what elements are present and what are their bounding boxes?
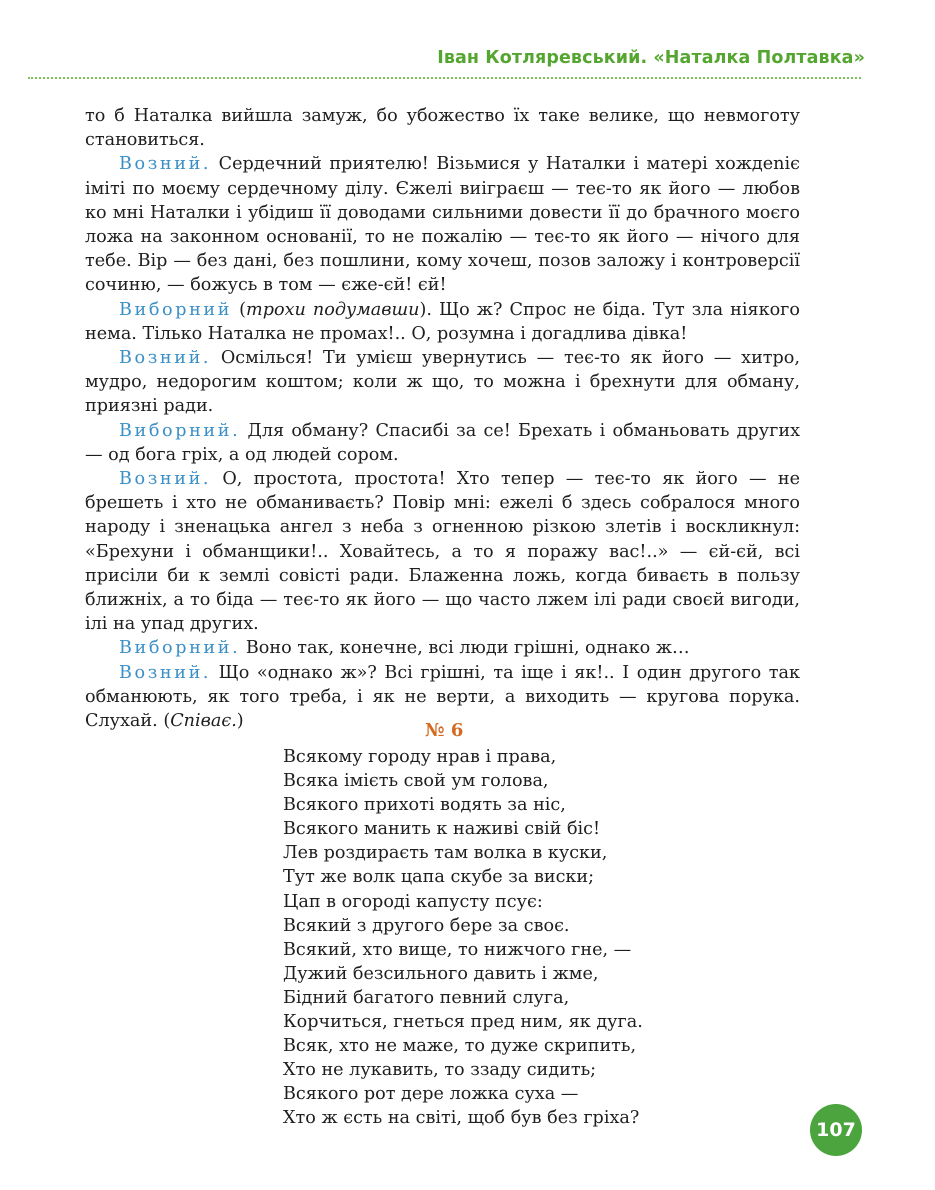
line-vybornyi-2 (85, 419, 800, 467)
speaker-vozny: Возний. (119, 348, 212, 369)
page-number-badge (810, 1104, 862, 1156)
verse-line: Всякого прихоті водять за ніс, (283, 795, 566, 816)
speaker-vybornyi: Виборний. (119, 638, 241, 659)
speaker-vybornyi: Виборний (119, 299, 233, 320)
line-vozny-3 (85, 467, 800, 636)
line-vybornyi-3 (85, 636, 800, 660)
verse-line: Всякого манить к наживі свій біс! (283, 819, 601, 840)
speech-text: ). Що ж? Спрос не біда. Тут зла ніякого нема. Тілько Наталка не промах!.. О, розумна і догадлива дівка! (85, 299, 800, 344)
verse-line: Бідний багатого певний слуга, (283, 987, 570, 1008)
speech-text: Для обману? Спасибі за се! Брехать і обманьовать других — од бога гріх, а од людей сором. (85, 420, 800, 465)
paragraph-continuation: то б Наталка вийшла замуж, бо убожество їх таке велике, що невмоготу становиться. (85, 106, 800, 151)
page-number: 107 (816, 1119, 856, 1141)
speech-text: Що «однако ж»? Всі грішні, та іще і як!.. І один другого так обманюють, як того треба, і як не верти, а виходить — кругова порука. Слухай. ( (85, 662, 800, 732)
stage-direction: Співає. (170, 711, 237, 732)
header-dotted-rule (28, 77, 861, 79)
verse-line: Всякий, хто вище, то нижчого гне, — (283, 939, 632, 960)
speech-text: ( (232, 299, 247, 320)
speech-text: Воно так, конечне, всі люди грішні, однако ж… (240, 638, 690, 659)
verse-line: Лев роздираєть там волка в куски, (283, 843, 608, 864)
play-text (85, 104, 800, 733)
speech-text: Осмілься! Ти умієш увернутись — теє-то як його — хитро, мудро, недорогим коштом; коли ж що, то можна і брехнути для обману, приязні ради. (85, 348, 800, 417)
verse-line: Корчиться, гнеться пред ним, як дуга. (283, 1012, 643, 1033)
speaker-vozny: Возний. (119, 662, 212, 683)
verse-line: Хто не лукавить, то ззаду сидить; (283, 1060, 597, 1081)
verse-line: Всякому городу нрав і права, (283, 747, 557, 767)
stage-direction: трохи подумавши (246, 299, 420, 320)
verse-line: Всяка імієть свой ум голова, (283, 771, 549, 792)
speech-text: О, простота, простота! Хто тепер — теє-то як його — не брешеть і хто не обманиваєть? Повір мні: ежелі б здесь собралося много народу і зненацька ангел з неба з огненною різкою злетів і воскликнул: «Брехуни і обманщики!.. Ховайтесь, а то я поражу вас!..» — єй-єй, всі присіли би к землі совісті ради. Блаженна ложь, когда биваєть в пользу ближніх, а то біда — теє-то як його — що часто лжем ілі ради своєй вигоди, ілі на упад других. (85, 469, 800, 635)
song-number: № 6 (425, 720, 464, 741)
verse-line: Цап в огороді капусту псує: (283, 891, 543, 912)
line-vozny-2 (85, 346, 800, 419)
verse-line: Всякий з другого бере за своє. (283, 915, 570, 936)
verse-line: Дужий безсильного давить і жме, (283, 963, 599, 984)
speaker-vozny: Возний. (119, 154, 212, 175)
speech-text: ) (236, 711, 244, 732)
speaker-vybornyi: Виборний. (119, 420, 241, 441)
verse-line: Всяк, хто не маже, то дуже скрипить, (283, 1036, 637, 1057)
speech-text: Сердечний приятелю! Візьмися у Наталки і матері хождеnіє іміті по моєму сердечному ділу. Єжелі виіграєш — теє-то як його — любов ко мні Наталки і убідиш її доводами сильними довести її до брачного моєго ложа на законном основанії, то не пожалію — теє-то як його — нічого для тебе. Вір — без дані, без пошлини, кому хочеш, позов заложу і контроверсії сочиню, — божусь в том — єже-єй! єй! (85, 154, 800, 296)
verse-line: Тут же волк цапа скубе за виски; (283, 867, 595, 888)
speaker-vozny: Возний. (119, 469, 212, 490)
line-vybornyi-1 (85, 298, 800, 346)
running-title: Іван Котляревський. «Наталка Полтавка» (437, 48, 865, 68)
song-verse (283, 745, 643, 1131)
line-vozny-1 (85, 152, 800, 297)
verse-line: Всякого рот дере ложка суха — (283, 1084, 579, 1105)
verse-line: Хто ж єсть на світі, щоб був без гріха? (283, 1108, 640, 1129)
